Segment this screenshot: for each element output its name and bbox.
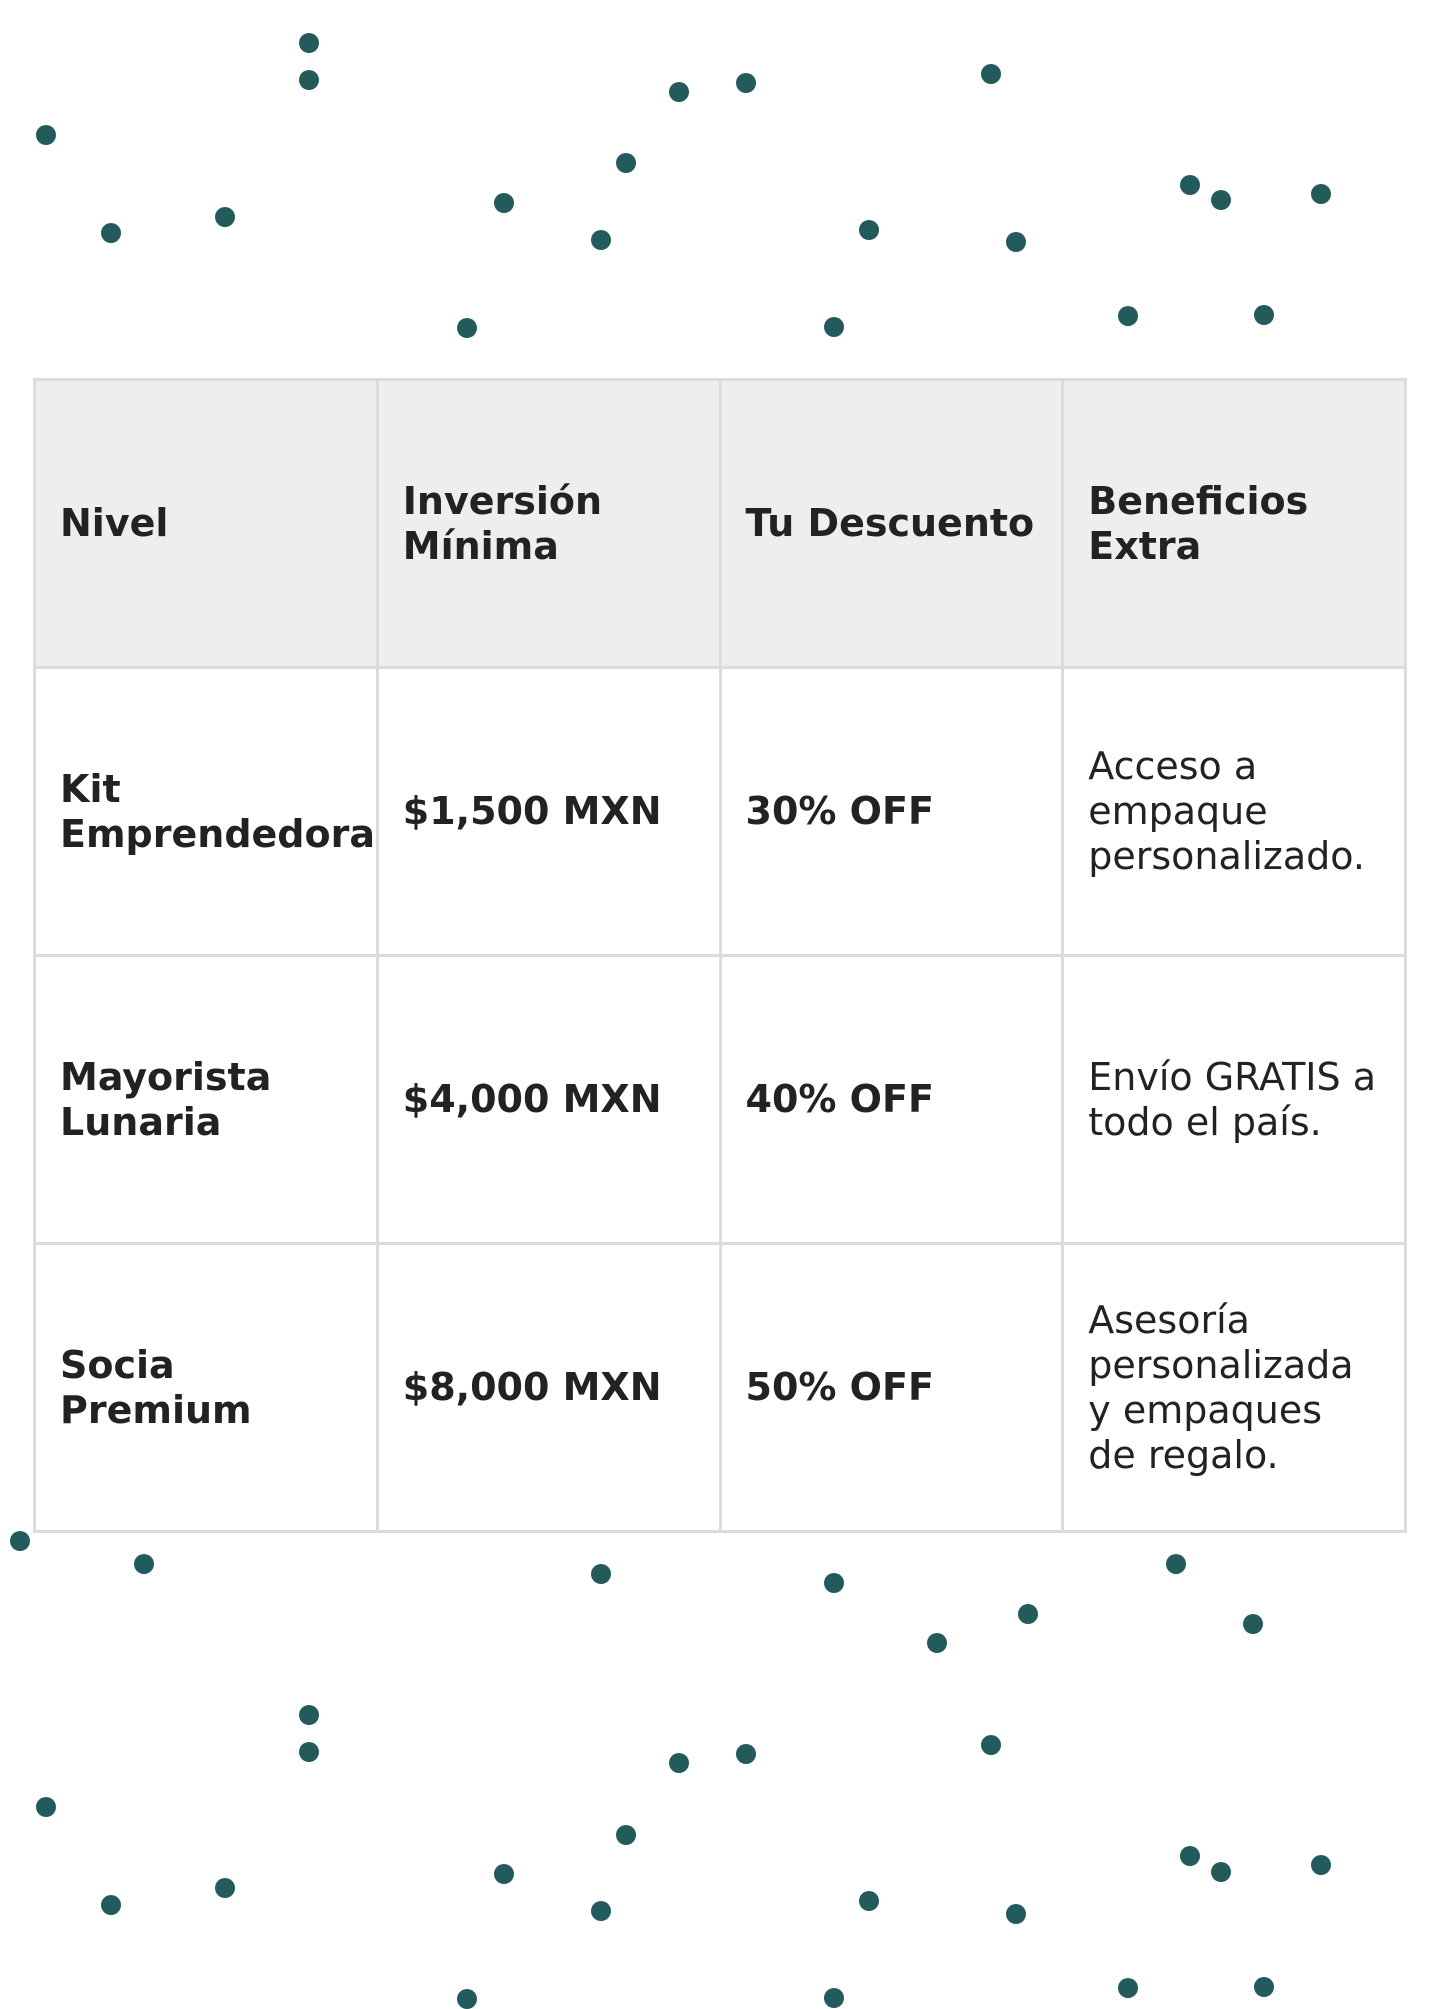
decorative-dot	[1118, 1978, 1138, 1998]
decorative-dot	[36, 125, 56, 145]
decorative-dot	[591, 230, 611, 250]
decorative-dot	[1311, 184, 1331, 204]
decorative-dot	[299, 1705, 319, 1725]
cell-descuento: 50% OFF	[720, 1244, 1063, 1532]
decorative-dot	[736, 73, 756, 93]
decorative-dot	[1018, 1604, 1038, 1624]
decorative-dot	[591, 1564, 611, 1584]
decorative-dot	[616, 153, 636, 173]
header-descuento: Tu Descuento	[720, 380, 1063, 668]
decorative-dot	[1166, 1554, 1186, 1574]
decorative-dot	[1311, 1855, 1331, 1875]
decorative-dot	[1118, 306, 1138, 326]
cell-descuento: 40% OFF	[720, 956, 1063, 1244]
cell-inversion: $4,000 MXN	[377, 956, 720, 1244]
cell-nivel: Kit Emprendedora	[35, 668, 378, 956]
decorative-dot	[10, 1531, 30, 1551]
table-row	[35, 1244, 1406, 1532]
decorative-dot	[1006, 1904, 1026, 1924]
decorative-dot	[824, 1988, 844, 2008]
cell-inversion: $1,500 MXN	[377, 668, 720, 956]
cell-nivel: Mayorista Lunaria	[35, 956, 378, 1244]
decorative-dot	[981, 64, 1001, 84]
decorative-dot	[1180, 175, 1200, 195]
decorative-dot	[736, 1744, 756, 1764]
decorative-dot	[824, 317, 844, 337]
cell-beneficios: Acceso a empaque personalizado.	[1063, 668, 1406, 956]
decorative-dot	[299, 1742, 319, 1762]
cell-descuento: 30% OFF	[720, 668, 1063, 956]
decorative-dot	[494, 1864, 514, 1884]
decorative-dot	[1006, 232, 1026, 252]
table-row	[35, 956, 1406, 1244]
decorative-dot	[457, 318, 477, 338]
decorative-dot	[824, 1573, 844, 1593]
decorative-dot	[299, 33, 319, 53]
decorative-dot	[859, 220, 879, 240]
decorative-dot	[36, 1797, 56, 1817]
decorative-dot	[1254, 1977, 1274, 1997]
decorative-dot	[215, 207, 235, 227]
decorative-dot	[101, 1895, 121, 1915]
decorative-dot	[927, 1633, 947, 1653]
tier-table	[33, 378, 1407, 1533]
decorative-dot	[215, 1878, 235, 1898]
decorative-dot	[1243, 1614, 1263, 1634]
decorative-dot	[1211, 1862, 1231, 1882]
cell-nivel: Socia Premium	[35, 1244, 378, 1532]
decorative-dot	[1254, 305, 1274, 325]
decorative-dot	[981, 1735, 1001, 1755]
decorative-dot	[494, 193, 514, 213]
decorative-dot	[1180, 1846, 1200, 1866]
header-inversion: Inversión Mínima	[377, 380, 720, 668]
decorative-dot	[134, 1554, 154, 1574]
table-header-row	[35, 380, 1406, 668]
decorative-dot	[101, 223, 121, 243]
decorative-dot	[591, 1901, 611, 1921]
cell-beneficios: Asesoría personalizada y empaques de regalo.	[1063, 1244, 1406, 1532]
decorative-dot	[457, 1989, 477, 2009]
decorative-dot	[616, 1825, 636, 1845]
decorative-dot	[669, 1753, 689, 1773]
decorative-dot	[859, 1891, 879, 1911]
cell-beneficios: Envío GRATIS a todo el país.	[1063, 956, 1406, 1244]
header-beneficios: Beneficios Extra	[1063, 380, 1406, 668]
decorative-dot	[299, 70, 319, 90]
decorative-dot	[1211, 190, 1231, 210]
decorative-dot	[669, 82, 689, 102]
header-nivel: Nivel	[35, 380, 378, 668]
table-row	[35, 668, 1406, 956]
cell-inversion: $8,000 MXN	[377, 1244, 720, 1532]
